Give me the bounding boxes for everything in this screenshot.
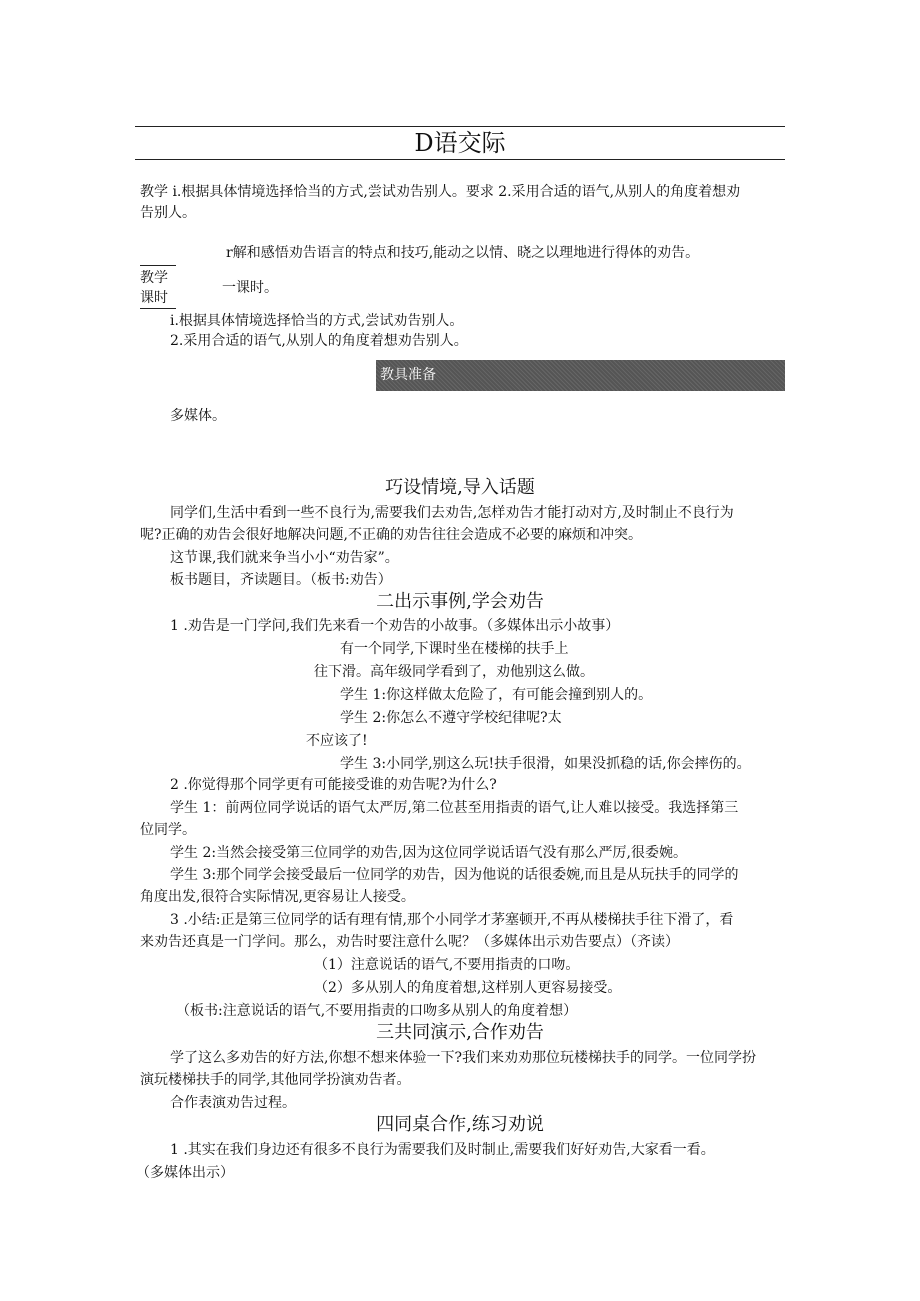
- section-2-line: 3 .小结:正是第三位同学的话有理有情,那个小同学才茅塞顿开,不再从楼梯扶手往下滑了，看: [170, 912, 734, 928]
- periods-label-2: 课时: [140, 290, 168, 306]
- periods-value: 一课时。: [222, 280, 278, 296]
- section-3-line: 合作表演劝告过程。: [170, 1095, 296, 1111]
- section-2-line: 学生 2:当然会接受第三位同学的劝告,因为这位同学说话语气没有那么严厉,很委婉。: [170, 845, 687, 861]
- goals-line-1: 教学 i.根据具体情境选择恰当的方式,尝试劝告别人。要求 2.采用合适的语气,从别人的角度着想劝: [140, 184, 741, 200]
- section-1-line: 呢?正确的劝告会很好地解决问题,不正确的劝告往往会造成不必要的麻烦和冲突。: [140, 527, 642, 543]
- section-2-line: 1 .劝告是一门学问,我们先来看一个劝告的小故事。（多媒体出示小故事）: [170, 618, 620, 634]
- story-line: 学生 3:小同学,别这么玩!扶手很滑，如果没抓稳的话,你会摔伤的。: [340, 756, 751, 772]
- section-2-line: 位同学。: [140, 822, 196, 838]
- story-line: 学生 2:你怎么不遵守学校纪律呢?太: [340, 710, 562, 726]
- difficulty-item-1: i.根据具体情境选择恰当的方式,尝试劝告别人。: [170, 313, 464, 329]
- section-4-line: （多媒体出示）: [136, 1165, 234, 1181]
- section-1-line: 板书题目，齐读题目。（板书:劝告）: [170, 572, 392, 588]
- key-point-line: r解和感悟劝告语言的特点和技巧,能动之以情、晓之以理地进行得体的劝告。: [226, 245, 700, 261]
- story-line: 往下滑。高年级同学看到了，劝他别这么做。: [314, 664, 594, 680]
- story-line: 不应该了!: [306, 733, 368, 749]
- section-title-3: 三共同演示,合作劝告: [376, 1022, 544, 1043]
- section-title-2: 二出示事例,学会劝告: [376, 591, 544, 612]
- tools-value: 多媒体。: [170, 408, 226, 424]
- periods-bottom-rule: [140, 308, 176, 309]
- tools-banner: 教具准备: [376, 360, 785, 391]
- difficulty-item-2: 2.采用合适的语气,从别人的角度着想劝告别人。: [170, 333, 468, 349]
- blackboard-note: （板书:注意说话的语气,不要用指责的口吻多从别人的角度着想）: [176, 1003, 578, 1019]
- section-3-line: 演玩楼梯扶手的同学,其他同学扮演劝告者。: [140, 1072, 411, 1088]
- section-2-line: 来劝告还真是一门学问。那么，劝告时要注意什么呢？（多媒体出示劝告要点）（齐读）: [140, 934, 679, 950]
- periods-label-1: 教学: [140, 270, 168, 286]
- header-top-rule: [135, 126, 785, 127]
- section-title-1: 巧设情境,导入话题: [385, 477, 535, 498]
- page-title: D语交际: [414, 129, 506, 157]
- section-3-line: 学了这么多劝告的好方法,你想不想来体验一下?我们来劝劝那位玩楼梯扶手的同学。一位同学扮: [170, 1050, 756, 1066]
- section-4-line: 1 .其实在我们身边还有很多不良行为需要我们及时制止,需要我们好好劝告,大家看一看。: [170, 1142, 715, 1158]
- section-2-line: 2 .你觉得那个同学更有可能接受谁的劝告呢?为什么?: [170, 777, 497, 793]
- section-2-line: 学生 1：前两位同学说话的语气太严厉,第二位甚至用指责的语气,让人难以接受。我选择第三: [170, 800, 739, 816]
- section-2-line: 学生 3:那个同学会接受最后一位同学的劝告，因为他说的话很委婉,而且是从玩扶手的同学的: [170, 867, 739, 883]
- key-point-item: （1）注意说话的语气,不要用指责的口吻。: [314, 957, 580, 973]
- goals-line-2: 告别人。: [140, 205, 196, 221]
- section-2-line: 角度出发,很符合实际情况,更容易让人接受。: [140, 889, 415, 905]
- periods-top-rule: [140, 265, 176, 266]
- key-point-item: （2）多从别人的角度着想,这样别人更容易接受。: [314, 980, 622, 996]
- section-title-4: 四同桌合作,练习劝说: [376, 1114, 544, 1135]
- story-line: 学生 1:你这样做太危险了，有可能会撞到别人的。: [340, 687, 653, 703]
- header-bottom-rule: [135, 159, 785, 160]
- section-1-line: 这节课,我们就来争当小小“劝告家”。: [170, 550, 399, 566]
- section-1-line: 同学们,生活中看到一些不良行为,需要我们去劝告,怎样劝告才能打动对方,及时制止不良行为: [170, 505, 734, 521]
- story-line: 有一个同学,下课时坐在楼梯的扶手上: [340, 641, 569, 657]
